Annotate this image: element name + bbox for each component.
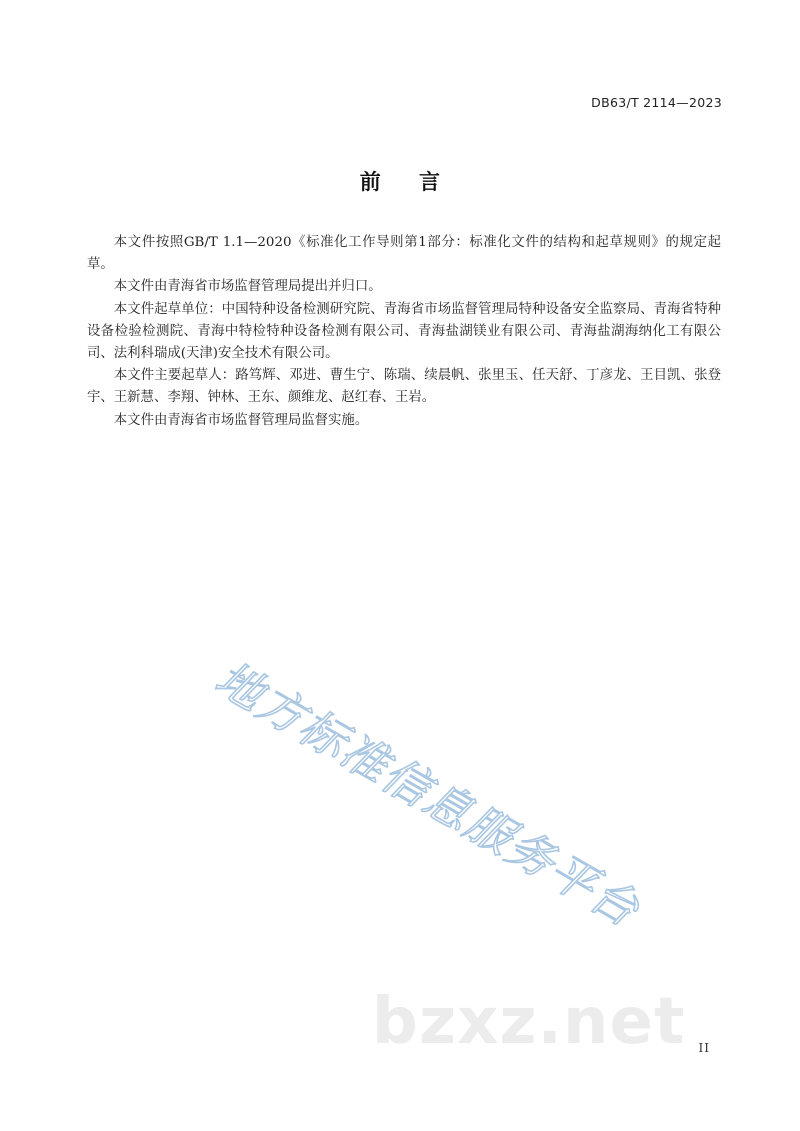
- paragraph-proposer: 本文件由青海省市场监督管理局提出并归口。: [113, 279, 382, 295]
- page-title: [0, 166, 800, 196]
- title-char-2: 言: [419, 170, 441, 194]
- brand-watermark: bzxz.net: [372, 985, 686, 1059]
- document-code: DB63/T 2114—2023: [591, 95, 722, 110]
- paragraph-supervision: 本文件由青海省市场监督管理局监督实施。: [113, 412, 369, 428]
- page-number: II: [698, 1041, 710, 1055]
- diagonal-watermark: [200, 640, 680, 940]
- paragraph-drafting-rules: 本文件按照GB/T 1.1—2020《标准化工作导则第1部分：标准化文件的结构和起草规则》的规定起草。: [87, 235, 721, 273]
- paragraph-drafting-units: 本文件起草单位：中国特种设备检测研究院、青海省市场监督管理局特种设备安全监察局、青海省特种设备检验检测院、青海中特检特种设备检测有限公司、青海盐湖镁业有限公司、青海盐湖海纳化工有限公司、法利科瑞成(天津)安全技术有限公司。: [87, 301, 721, 362]
- paragraph-main-drafters: 本文件主要起草人：路笃辉、邓进、曹生宁、陈瑞、续晨帆、张里玉、任天舒、丁彦龙、王目凯、张登宇、王新慧、李翔、钟林、王东、颜维龙、赵红春、王岩。: [87, 368, 721, 406]
- watermark-text: 地方标准信息服务平台: [206, 650, 650, 938]
- title-char-1: 前: [359, 170, 381, 194]
- preface-body: [87, 232, 721, 432]
